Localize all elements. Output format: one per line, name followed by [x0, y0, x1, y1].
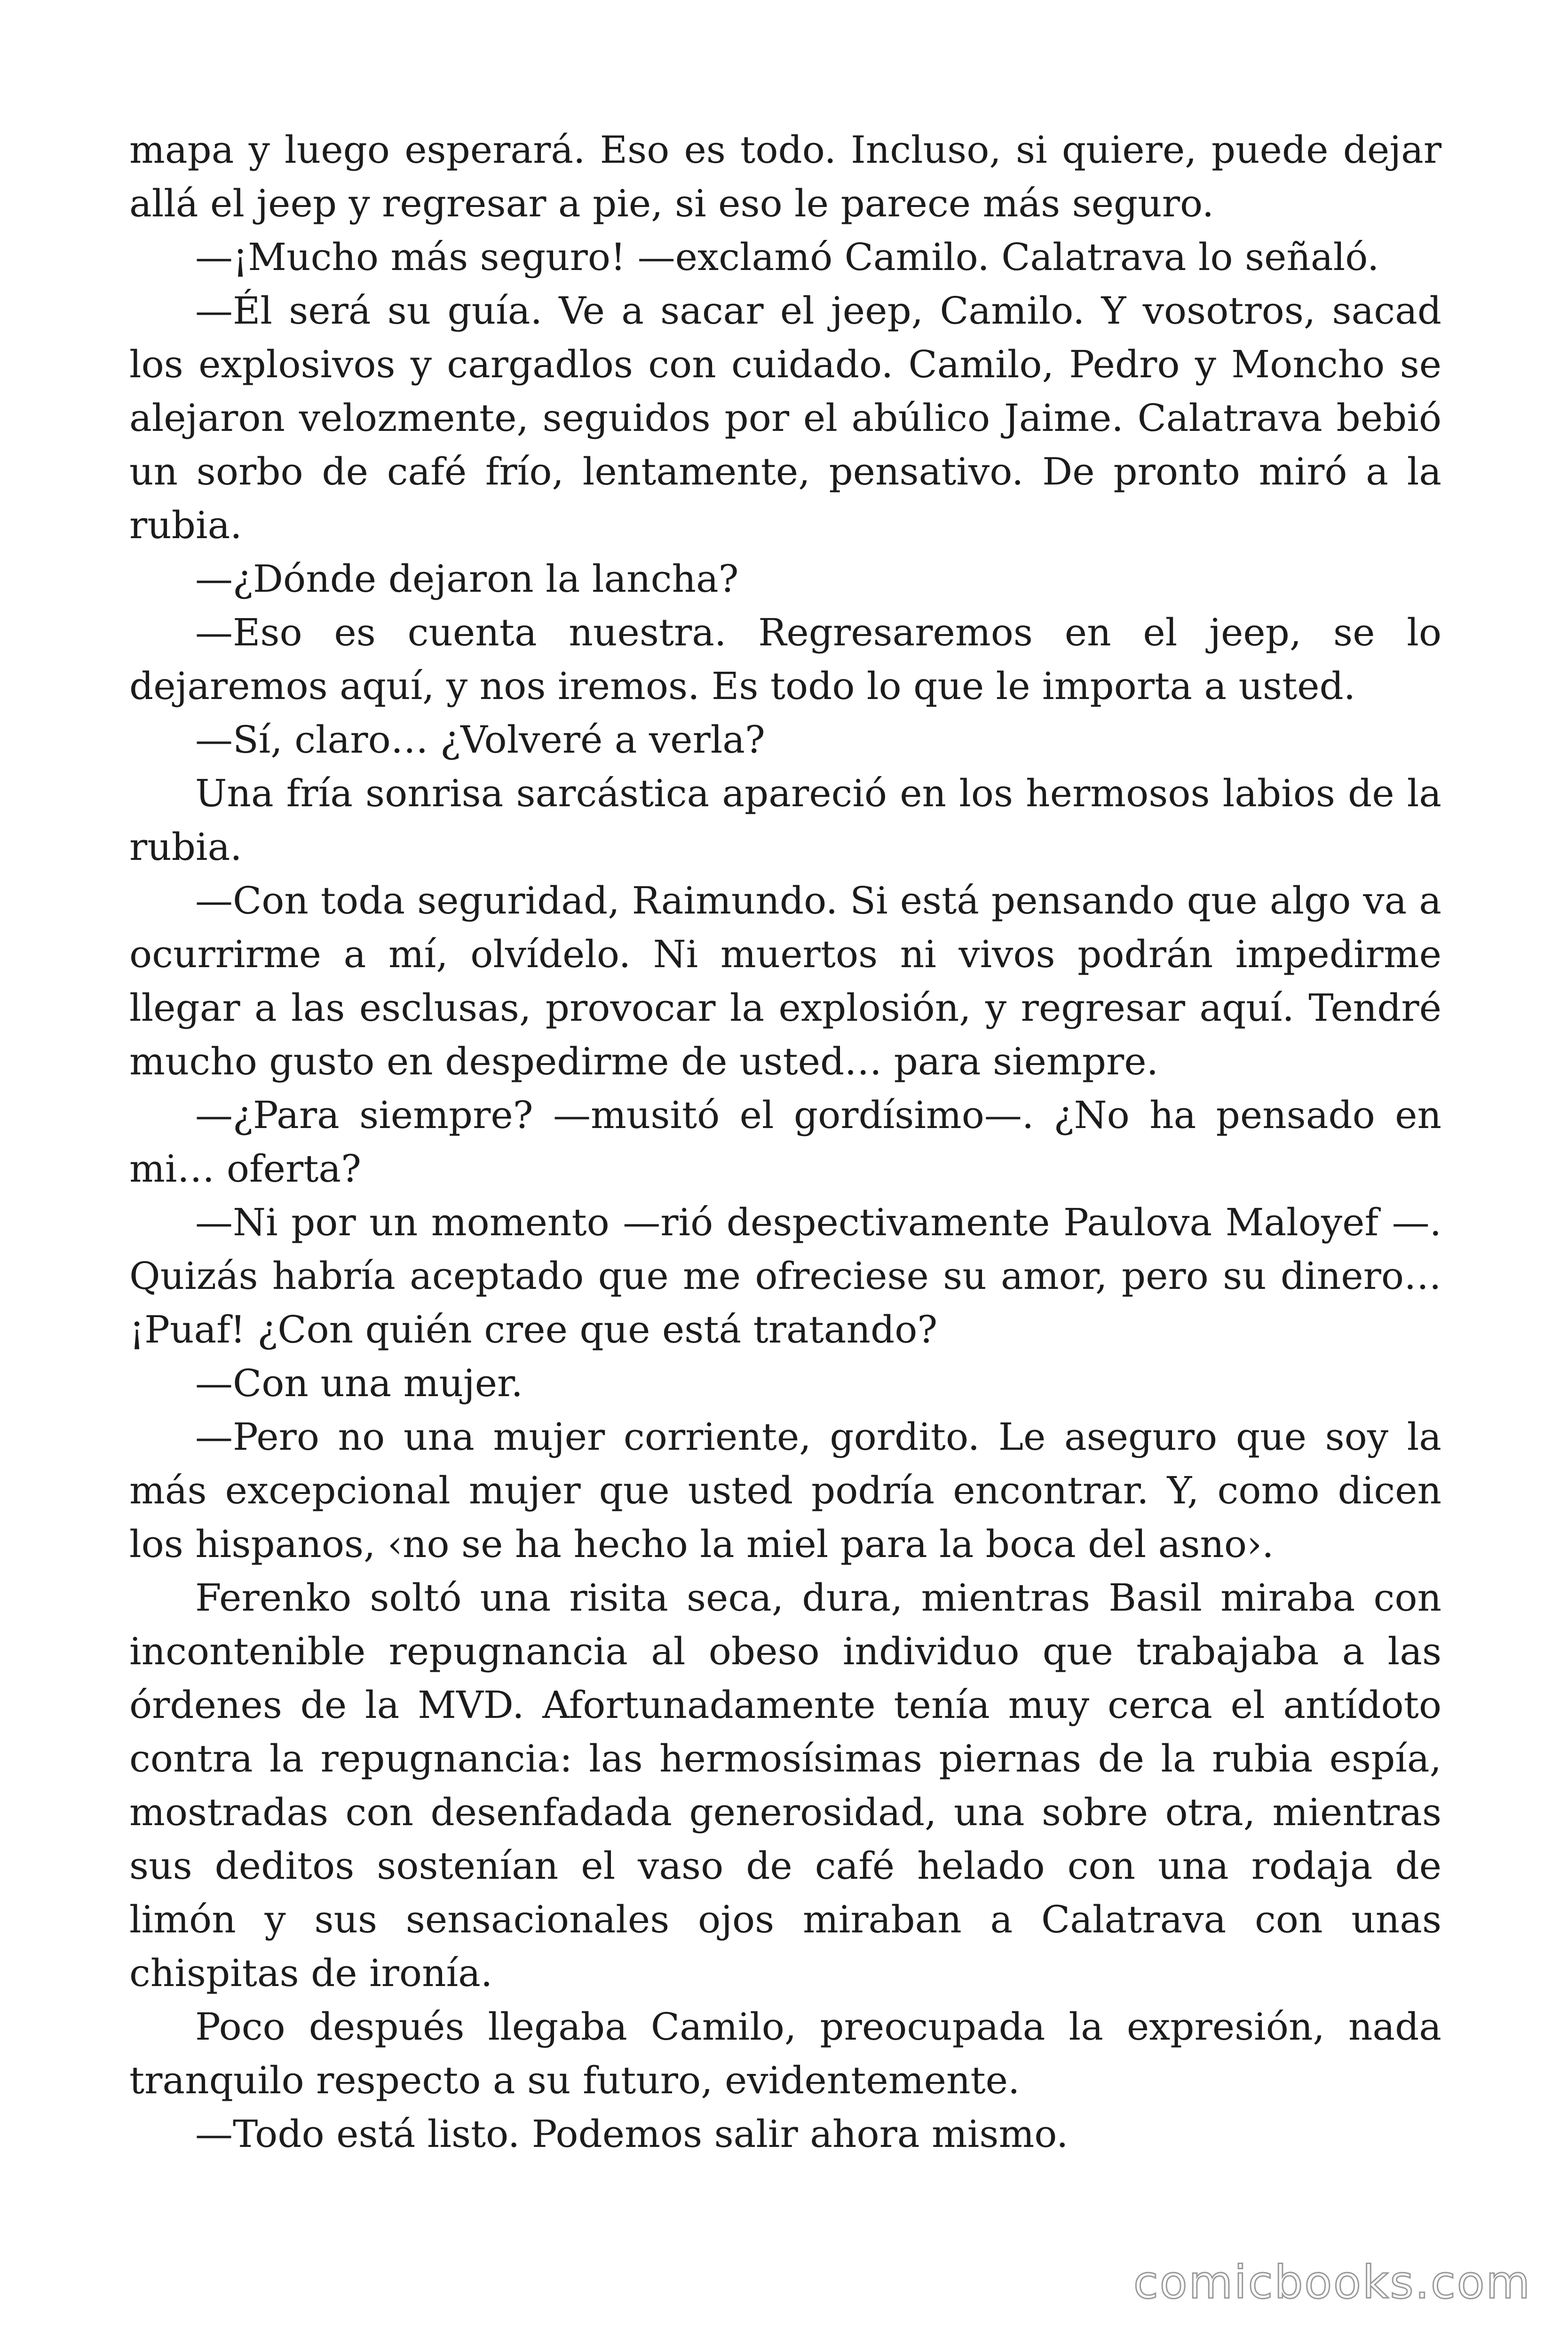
- watermark: comicbooks.com: [1133, 2256, 1531, 2309]
- paragraph: —¿Para siempre? —musitó el gordísimo—. ¿No ha pensado en mi… oferta?: [129, 1093, 1441, 1191]
- paragraph: —Ni por un momento —rió despectivamente Paulova Maloyef —. Quizás habría aceptado que me ofreciese su amor, pero su dinero… ¡Puaf! ¿Con quién cree que está tratando?: [129, 1200, 1441, 1351]
- paragraph: —Eso es cuenta nuestra. Regresaremos en el jeep, se lo dejaremos aquí, y nos iremos. Es todo lo que le importa a usted.: [129, 611, 1441, 708]
- paragraph: —Sí, claro… ¿Volveré a verla?: [195, 718, 765, 762]
- paragraph: —Él será su guía. Ve a sacar el jeep, Camilo. Y vosotros, sacad los explosivos y cargadlos con cuidado. Camilo, Pedro y Moncho se alejaron velozmente, seguidos por el abúlico Jaime. Calatrava bebió un sorbo de café frío, lentamente, pensativo. De pronto miró a la rubia.: [129, 289, 1441, 547]
- paragraph: Una fría sonrisa sarcástica apareció en los hermosos labios de la rubia.: [129, 771, 1441, 869]
- paragraph: Poco después llegaba Camilo, preocupada la expresión, nada tranquilo respecto a su futuro, evidentemente.: [129, 2005, 1441, 2102]
- paragraph: Ferenko soltó una risita seca, dura, mientras Basil miraba con incontenible repugnancia al obeso individuo que trabajaba a las órdenes de la MVD. Afortunadamente tenía muy cerca el antídoto contra la repugnancia: las hermosísimas piernas de la rubia espía, mostradas con desenfadada generosidad, una sobre otra, mientras sus deditos sostenían el vaso de café helado con una rodaja de limón y sus sensacionales ojos miraban a Calatrava con unas chispitas de ironía.: [129, 1576, 1441, 1995]
- paragraph: —Todo está listo. Podemos salir ahora mismo.: [195, 2112, 1069, 2156]
- paragraph-continuation: mapa y luego esperará. Eso es todo. Incluso, si quiere, puede dejar allá el jeep y regresar a pie, si eso le parece más seguro.: [129, 128, 1441, 225]
- paragraph: —Con una mujer.: [195, 1361, 523, 1405]
- paragraph: —¡Mucho más seguro! —exclamó Camilo. Calatrava lo señaló.: [195, 235, 1379, 279]
- paragraph: —Pero no una mujer corriente, gordito. Le aseguro que soy la más excepcional mujer que usted podría encontrar. Y, como dicen los hispanos, ‹no se ha hecho la miel para la boca del asno›.: [129, 1415, 1441, 1566]
- book-page-text: [129, 123, 1441, 2161]
- paragraph: —Con toda seguridad, Raimundo. Si está pensando que algo va a ocurrirme a mí, olvídelo. Ni muertos ni vivos podrán impedirme llegar a las esclusas, provocar la explosión, y regresar aquí. Tendré mucho gusto en despedirme de usted… para siempre.: [129, 879, 1441, 1083]
- paragraph: —¿Dónde dejaron la lancha?: [195, 557, 739, 601]
